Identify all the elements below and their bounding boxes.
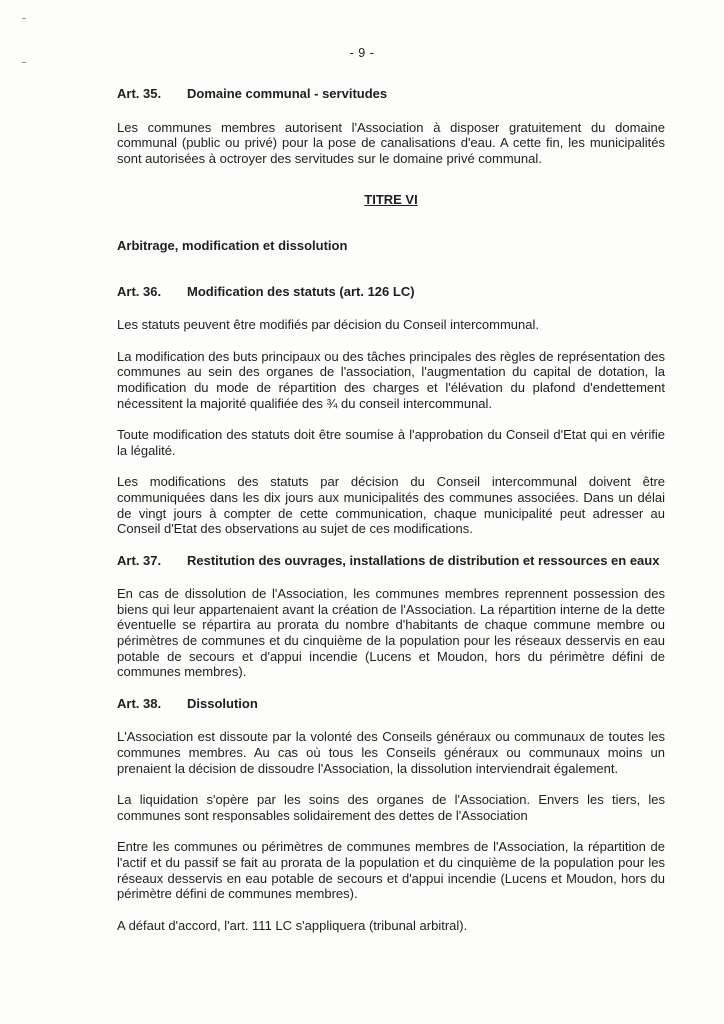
section-heading: Arbitrage, modification et dissolution xyxy=(117,237,348,253)
paragraph: Entre les communes ou périmètres de communes membres de l'Association, la répartition de l'actif et du passif se fait au prorata de la population et du cinquième de la population pour les réseaux desservis en eau potable de secours et d'appui incendie (Lucens et Moudon, hors du périmètre défini de communes membres). xyxy=(117,839,665,902)
article-title: Modification des statuts (art. 126 LC) xyxy=(187,283,415,299)
article-35 xyxy=(117,86,665,166)
article-title: Dissolution xyxy=(187,695,258,711)
scan-mark xyxy=(22,18,26,19)
page-number: - 9 - xyxy=(349,46,375,60)
scan-mark xyxy=(22,62,26,63)
paragraph: En cas de dissolution de l'Association, les communes membres reprennent possession des biens qui leur appartenaient avant la création de l'Association. La répartition interne de la dette éventuelle se répartira au prorata du nombre d'habitants de chaque commune membre ou périmètres de communes et du cinquième de la population pour les réseaux desservis en eau potable de secours et d'appui incendie (Lucens et Moudon, hors du périmètre défini de communes membres). xyxy=(117,586,665,680)
article-37 xyxy=(117,553,665,680)
article-heading xyxy=(117,284,665,300)
article-number: Art. 35. xyxy=(117,86,162,101)
paragraph: La modification des buts principaux ou des tâches principales des règles de représentation des communes au sein des organes de l'association, l'augmentation du capital de dotation, la modification du mode de répartition des charges et l'élévation du plafond d'endettement nécessitent la majorité qualifiée des ¾ du conseil intercommunal. xyxy=(117,348,665,411)
paragraph: Les communes membres autorisent l'Association à disposer gratuitement du domaine communal (public ou privé) pour la pose de canalisations d'eau. A cette fin, les municipalités sont autorisées à octroyer des servitudes sur le domaine privé communal. xyxy=(117,119,665,166)
titre-heading: TITRE VI xyxy=(364,192,418,208)
article-heading xyxy=(117,86,665,102)
article-number: Art. 37. xyxy=(117,552,162,568)
paragraph: A défaut d'accord, l'art. 111 LC s'appliquera (tribunal arbitral). xyxy=(117,917,468,933)
paragraph: Les modifications des statuts par décision du Conseil intercommunal doivent être communiquées dans les dix jours aux municipalités des communes associées. Dans un délai de vingt jours à compter de cette communication, chaque municipalité peut adresser au Conseil d'Etat des observations au sujet de ces modifications. xyxy=(117,474,665,537)
article-heading xyxy=(117,553,665,569)
article-title: Domaine communal - servitudes xyxy=(187,86,388,101)
article-number: Art. 38. xyxy=(117,695,162,711)
paragraph: Les statuts peuvent être modifiés par décision du Conseil intercommunal. xyxy=(117,317,539,333)
paragraph: Toute modification des statuts doit être soumise à l'approbation du Conseil d'Etat qui en vérifie la légalité. xyxy=(117,427,665,458)
paragraph: L'Association est dissoute par la volonté des Conseils généraux ou communaux de toutes les communes membres. Au cas où tous les Conseils généraux ou communaux moins un prenaient la décision de dissoudre l'Association, la dissolution interviendrait également. xyxy=(117,729,665,776)
article-38 xyxy=(117,696,665,934)
document-body xyxy=(117,86,665,949)
article-36 xyxy=(117,284,665,537)
paragraph: La liquidation s'opère par les soins des organes de l'Association. Envers les tiers, les communes sont responsables solidairement des dettes de l'Association xyxy=(117,792,665,823)
article-title: Restitution des ouvrages, installations de distribution et ressources en eaux xyxy=(187,552,660,568)
article-heading xyxy=(117,696,665,712)
article-number: Art. 36. xyxy=(117,283,162,299)
